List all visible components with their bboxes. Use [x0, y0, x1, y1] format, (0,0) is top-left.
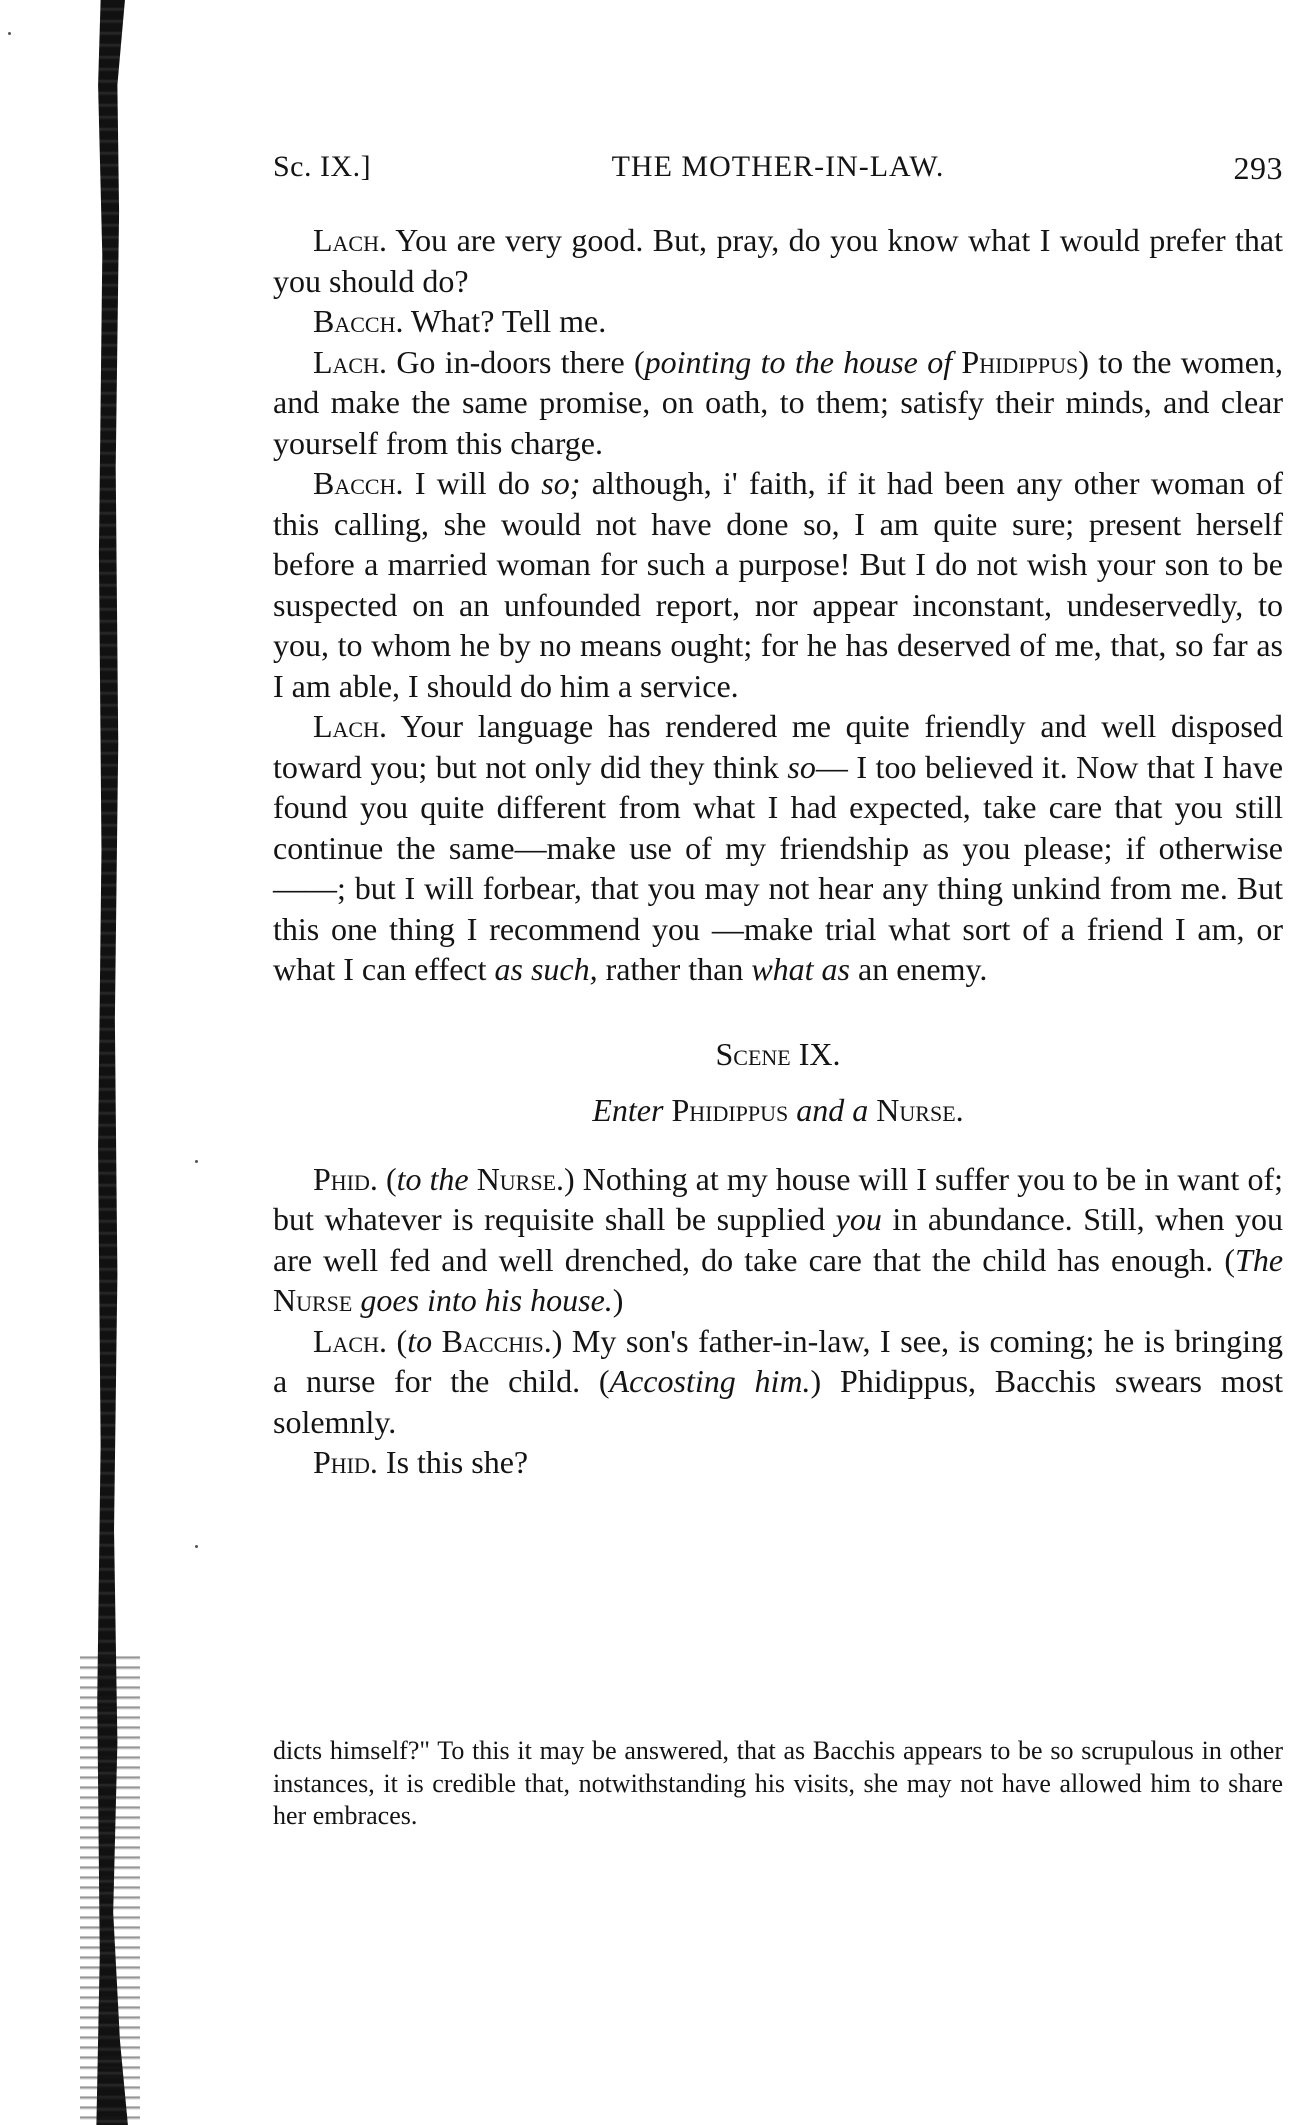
- speech-text: My son's father-in-law, I see, is coming; he is bringing a nurse for the child.: [273, 1322, 1284, 1399]
- speech: [273, 706, 1283, 990]
- entrance-direction: [273, 1090, 1283, 1131]
- stage-direction: to the: [396, 1160, 469, 1197]
- speech-text: Phidippus, Bacchis swears most solemnly.: [273, 1363, 1284, 1440]
- speaker-name: Lach.: [313, 343, 387, 380]
- stage-character: Nurse.: [876, 1092, 964, 1128]
- stage-direction: and a: [796, 1092, 869, 1128]
- speech: [273, 301, 1283, 342]
- stage-character: Bacchis.: [441, 1322, 552, 1359]
- stage-direction: Accosting him.: [609, 1363, 811, 1399]
- speech-text: What? Tell me.: [410, 303, 607, 339]
- speaker-name: Phid.: [313, 1444, 378, 1480]
- speech-text: Is this she?: [385, 1444, 529, 1480]
- speech-text: rather than: [605, 951, 744, 987]
- stage-character: Nurse.: [476, 1160, 565, 1197]
- speech: [273, 463, 1283, 706]
- speech-text: I will do: [414, 465, 530, 501]
- speech: [273, 1442, 1283, 1483]
- stage-direction: goes into his house.: [360, 1282, 613, 1318]
- scene-heading: Scene IX.: [715, 1035, 841, 1072]
- emphasis: you: [835, 1201, 882, 1237]
- speech-text: in abundance. Still, when you are well fed and well drenched, do take care that the child has enough.: [273, 1201, 1284, 1278]
- page-number: 293: [1233, 150, 1283, 186]
- emphasis: so;: [541, 465, 581, 501]
- speech-text: — I too believed it. Now that I have found you quite different from what I had expected, take care that you still continue the same—make use of my friendship as you please; if otherwise——; but I will forbear, that you may not hear any thing unkind from me. But this one thing I recommend you —make trial what sort of a friend I am, or what I can effect: [273, 748, 1284, 987]
- speaker-name: Lach.: [313, 708, 387, 744]
- emphasis: as such,: [494, 951, 598, 987]
- running-title: THE MOTHER-IN-LAW.: [611, 150, 945, 183]
- speech: Phid. (to the Nurse.) Nothing at my house will I suffer you to be in want of; but whatever is requisite shall be supplied you in abundance. Still, when you are well fed and well drenched, do take care that the child has enough. (The Nurse goes into his house.): [273, 1160, 1284, 1318]
- emphasis: so: [787, 748, 816, 785]
- speck: [195, 1545, 198, 1548]
- speaker-name: Lach.: [313, 222, 387, 258]
- speaker-name: Bacch.: [313, 465, 404, 501]
- running-header: [273, 150, 1283, 194]
- speaker-name: Lach.: [313, 1322, 387, 1359]
- speech: [273, 220, 1283, 301]
- stage-direction: The: [1235, 1241, 1284, 1278]
- book-spine-edge: [80, 1650, 140, 2125]
- speech: Lach. Go in-doors there (pointing to the house of Phidippus) to the women, and make the same promise, on oath, to them; satisfy their minds, and clear yourself from this charge.: [273, 343, 1283, 461]
- footnote: [273, 1735, 1283, 1833]
- speaker-name: Bacch.: [313, 303, 404, 339]
- stage-character: Phidippus: [961, 343, 1079, 380]
- speaker-name: Phid.: [313, 1160, 378, 1197]
- speech: Lach. (to Bacchis.) My son's father-in-law, I see, is coming; he is bringing a nurse for the child. (Accosting him.) Phidippus, Bacchis swears most solemnly.: [273, 1322, 1284, 1440]
- section-ref: Sc. IX.]: [273, 150, 372, 183]
- speech-text: You are very good. But, pray, do you know what I would prefer that you should do?: [273, 222, 1284, 299]
- stage-character: Nurse: [273, 1282, 353, 1318]
- emphasis: what as: [751, 951, 850, 987]
- stage-character: Phidippus: [671, 1092, 789, 1128]
- stage-direction: Enter: [592, 1092, 664, 1128]
- speck: [8, 32, 11, 35]
- footnote-text: dicts himself?" To this it may be answered, that as Bacchis appears to be so scrupulous in other instances, it is credible that, notwithstanding his visits, she may not have allowed him to share her embraces.: [273, 1736, 1283, 1830]
- speech-text: an enemy.: [858, 951, 988, 987]
- speech-text: to the women, and make the same promise, on oath, to them; satisfy their minds, and clear yourself from this charge.: [273, 343, 1283, 461]
- speech-text: Nothing at my house will I suffer you to be in want of; but whatever is requisite shall be supplied: [273, 1160, 1284, 1237]
- stage-direction: to: [407, 1322, 433, 1359]
- speech-text: although, i' faith, if it had been any other woman of this calling, she would not have done so, I am quite sure; present herself before a married woman for such a purpose! But I do not wish your son to be suspected on an unfounded report, nor appear inconstant, undeservedly, to you, to whom he by no means ought; for he has deserved of me, that, so far as I am able, I should do him a service.: [273, 465, 1284, 704]
- stage-direction: pointing to the house of: [644, 343, 953, 380]
- page-body: [273, 220, 1283, 1483]
- speck: [195, 1160, 198, 1163]
- speech-text: Go in-doors there: [396, 343, 625, 380]
- speech-text: Your language has rendered me quite friendly and well disposed toward you; but not only did they think: [273, 708, 1283, 785]
